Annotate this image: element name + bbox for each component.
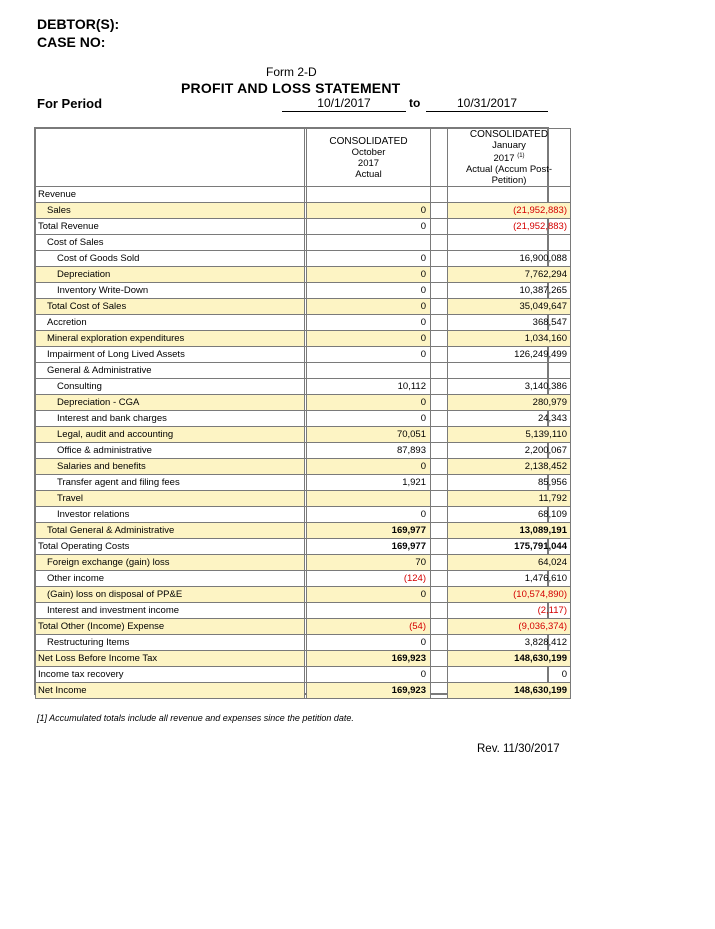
row-label: Sales [36,203,305,219]
table-row [36,555,571,571]
row-label: Revenue [36,187,305,203]
table-row [36,267,571,283]
row-label: Interest and investment income [36,603,305,619]
table-row [36,635,571,651]
row-october-value: 169,977 [307,523,431,539]
table-row [36,251,571,267]
header-cum-line4: Actual (Accum Post- [465,164,553,176]
row-october-value: 0 [307,395,431,411]
row-cumulative-value: 1,034,160 [448,331,571,347]
to-label: to [409,96,421,110]
row-cumulative-value: 7,762,294 [448,267,571,283]
row-label: Accretion [36,315,305,331]
row-label: Cost of Sales [36,235,305,251]
row-october-value: 0 [307,267,431,283]
row-label: Total Cost of Sales [36,299,305,315]
table-row [36,315,571,331]
for-period-label: For Period [37,96,103,111]
row-cumulative-value: 148,630,199 [448,651,571,667]
row-label: Income tax recovery [36,667,305,683]
row-cumulative-value [448,235,571,251]
row-cumulative-value: (21,952,883) [448,203,571,219]
row-cumulative-value: (10,574,890) [448,587,571,603]
row-label: Total Revenue [36,219,305,235]
row-cumulative-value: 16,900,088 [448,251,571,267]
header-cum-line5: Petition) [491,175,527,187]
row-label: Salaries and benefits [36,459,305,475]
form-id: Form 2-D [266,65,317,79]
debtor-block [37,15,119,51]
table-row [36,427,571,443]
row-october-value [307,603,431,619]
row-october-value: 0 [307,219,431,235]
row-october-value: 0 [307,251,431,267]
row-cumulative-value: 68,109 [448,507,571,523]
row-october-value [307,363,431,379]
row-label: Office & administrative [36,443,305,459]
row-cumulative-value: 3,140,386 [448,379,571,395]
row-october-value: 0 [307,667,431,683]
table-row [36,347,571,363]
table-row [36,443,571,459]
header-cum-year: 2017 [493,153,515,165]
row-cumulative-value: 5,139,110 [448,427,571,443]
row-cumulative-value: 1,476,610 [448,571,571,587]
debtor-label: DEBTOR(S): [37,16,120,32]
header-oct-line1: CONSOLIDATED [329,135,408,147]
row-label: Foreign exchange (gain) loss [36,555,305,571]
revision-date: Rev. 11/30/2017 [477,743,560,755]
row-october-value: 169,923 [307,683,431,699]
row-label: Net Loss Before Income Tax [36,651,305,667]
row-label: Total Other (Income) Expense [36,619,305,635]
row-cumulative-value: 3,828,412 [448,635,571,651]
row-label: Investor relations [36,507,305,523]
row-cumulative-value: 148,630,199 [448,683,571,699]
footnote-ref: (1) [517,153,525,159]
row-label: Inventory Write-Down [36,283,305,299]
row-cumulative-value: 85,956 [448,475,571,491]
row-label: Travel [36,491,305,507]
header-october [307,129,431,187]
table-row [36,539,571,555]
table-row [36,683,571,699]
table-row [36,187,571,203]
period-to-date: 10/31/2017 [426,96,548,112]
row-cumulative-value: 10,387,265 [448,283,571,299]
pl-table [35,128,571,699]
row-cumulative-value: 0 [448,667,571,683]
table-row [36,299,571,315]
row-october-value: 87,893 [307,443,431,459]
table-row [36,619,571,635]
header-cumulative [448,129,571,187]
row-label: Other income [36,571,305,587]
row-october-value: 0 [307,315,431,331]
table-row [36,331,571,347]
row-label: Depreciation [36,267,305,283]
row-label: Depreciation - CGA [36,395,305,411]
row-october-value [307,187,431,203]
row-cumulative-value: 126,249,499 [448,347,571,363]
row-label: General & Administrative [36,363,305,379]
header-cum-line3 [448,151,570,164]
row-october-value [307,491,431,507]
row-october-value: 1,921 [307,475,431,491]
table-row [36,459,571,475]
row-october-value: 10,112 [307,379,431,395]
table-row [36,651,571,667]
row-october-value: 0 [307,347,431,363]
period-from-date: 10/1/2017 [282,96,406,112]
row-october-value: 0 [307,459,431,475]
row-cumulative-value: (2,117) [448,603,571,619]
row-october-value: 0 [307,411,431,427]
table-row [36,491,571,507]
table-row [36,667,571,683]
row-label: Impairment of Long Lived Assets [36,347,305,363]
header-label-cell [36,129,305,187]
table-row [36,203,571,219]
row-october-value: 169,923 [307,651,431,667]
table-row [36,379,571,395]
row-cumulative-value: 11,792 [448,491,571,507]
table-row [36,603,571,619]
row-label: Interest and bank charges [36,411,305,427]
table-header-row [36,129,571,187]
row-label: Consulting [36,379,305,395]
row-cumulative-value: 64,024 [448,555,571,571]
table-row [36,395,571,411]
table-row [36,219,571,235]
row-label: Total General & Administrative [36,523,305,539]
row-october-value: 0 [307,587,431,603]
header-cum-line1: CONSOLIDATED [469,129,549,140]
header-oct-line2: October [351,146,386,158]
footnote: [1] Accumulated totals include all revenue and expenses since the petition date. [37,713,354,723]
case-no-label: CASE NO: [37,34,106,50]
statement-title: PROFIT AND LOSS STATEMENT [181,80,401,96]
row-label: Total Operating Costs [36,539,305,555]
row-october-value: 70 [307,555,431,571]
header-oct-line3: 2017 [357,157,380,169]
row-october-value: (54) [307,619,431,635]
table-row [36,283,571,299]
row-cumulative-value: 2,200,067 [448,443,571,459]
row-label: Legal, audit and accounting [36,427,305,443]
row-october-value: 0 [307,299,431,315]
row-october-value: (124) [307,571,431,587]
row-cumulative-value: 2,138,452 [448,459,571,475]
row-cumulative-value [448,363,571,379]
row-label: Mineral exploration expenditures [36,331,305,347]
table-row [36,587,571,603]
row-october-value [307,235,431,251]
row-cumulative-value: 24,343 [448,411,571,427]
table-row [36,523,571,539]
row-label: Transfer agent and filing fees [36,475,305,491]
header-oct-line4: Actual [355,168,382,180]
row-october-value: 70,051 [307,427,431,443]
row-october-value: 0 [307,283,431,299]
row-cumulative-value: 35,049,647 [448,299,571,315]
row-label: (Gain) loss on disposal of PP&E [36,587,305,603]
row-cumulative-value: 13,089,191 [448,523,571,539]
row-october-value: 0 [307,331,431,347]
row-label: Restructuring Items [36,635,305,651]
row-cumulative-value: 175,791,044 [448,539,571,555]
row-cumulative-value: 368,547 [448,315,571,331]
row-cumulative-value: (21,952,883) [448,219,571,235]
row-october-value: 0 [307,507,431,523]
header-cum-line2: January [492,140,526,151]
table-row [36,363,571,379]
row-label: Net Income [36,683,305,699]
table-row [36,475,571,491]
table-row [36,571,571,587]
row-label: Cost of Goods Sold [36,251,305,267]
row-cumulative-value: 280,979 [448,395,571,411]
table-row [36,235,571,251]
row-cumulative-value: (9,036,374) [448,619,571,635]
row-cumulative-value [448,187,571,203]
table-row [36,411,571,427]
row-october-value: 0 [307,635,431,651]
table-row [36,507,571,523]
row-october-value: 0 [307,203,431,219]
row-october-value: 169,977 [307,539,431,555]
